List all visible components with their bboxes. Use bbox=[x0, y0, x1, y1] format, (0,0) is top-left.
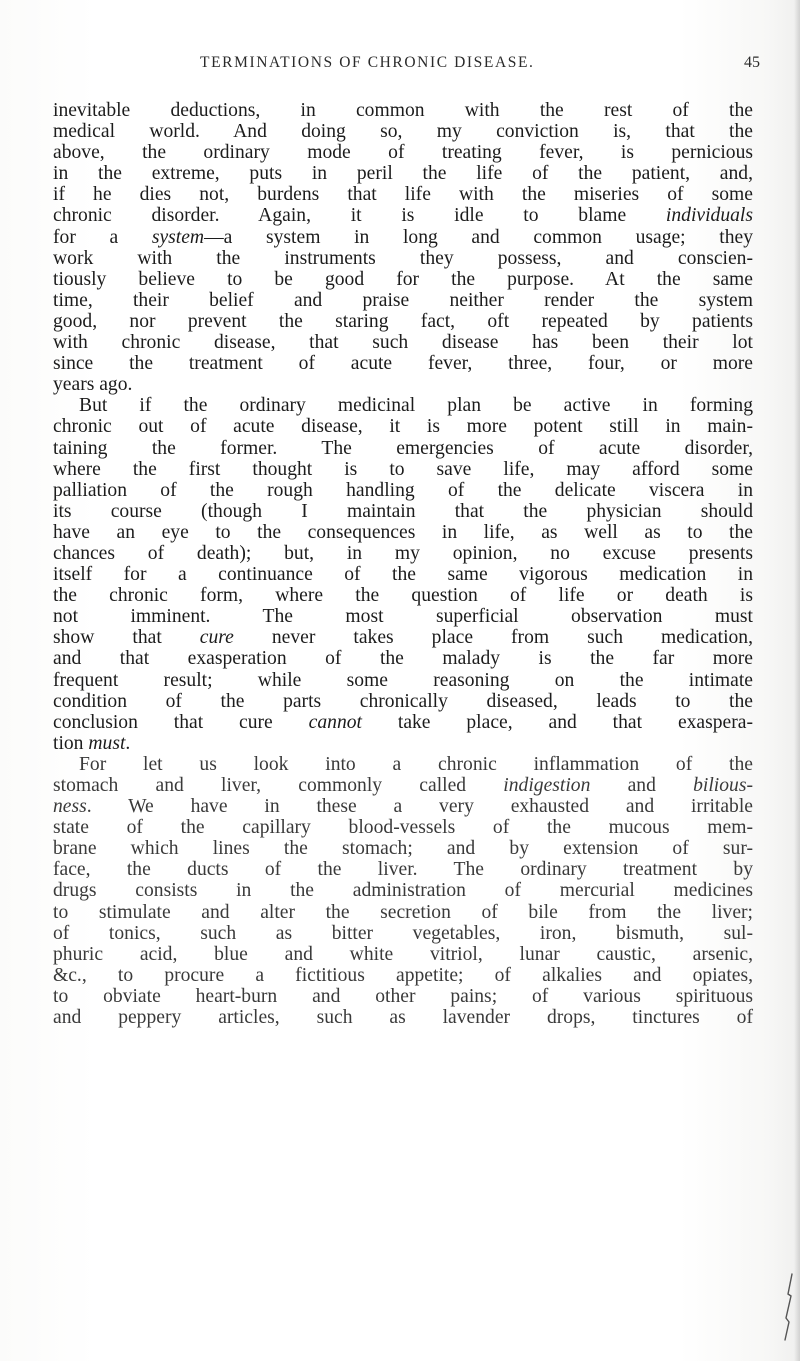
text-line: and that exasperation of the malady is the far more bbox=[53, 648, 753, 670]
italic-word: must bbox=[88, 732, 126, 754]
running-title: TERMINATIONS OF CHRONIC DISEASE. bbox=[200, 54, 535, 71]
text-line: taining the former. The emergencies of acute disorder, bbox=[53, 437, 753, 459]
text-line: in the extreme, puts in peril the life of the patient, and, bbox=[53, 163, 753, 185]
text-line: have an eye to the consequences in life, as well as to the bbox=[53, 521, 753, 543]
text-line: with chronic disease, that such disease has been their lot bbox=[53, 332, 753, 354]
text-line: conclusion that cure cannot take place, and that exaspera- bbox=[53, 711, 753, 733]
text-line: palliation of the rough handling of the delicate viscera in bbox=[53, 479, 753, 501]
italic-word: bilious- bbox=[693, 775, 753, 796]
body-text bbox=[53, 100, 753, 1028]
text-line: &c., to procure a fictitious appetite; of alkalies and opiates, bbox=[53, 964, 753, 986]
running-head bbox=[0, 50, 800, 80]
text-line: the chronic form, where the question of life or death is bbox=[53, 585, 753, 607]
text-line: drugs consists in the administration of mercurial medicines bbox=[53, 880, 753, 902]
text-line: time, their belief and praise neither render the system bbox=[53, 289, 753, 311]
text-line: stomach and liver, commonly called indigestion and bilious- bbox=[53, 775, 753, 796]
text-line: chances of death); but, in my opinion, no excuse presents bbox=[53, 542, 753, 564]
italic-word: ness bbox=[53, 796, 87, 818]
paragraph-start-line: For let us look into a chronic inflammation of the bbox=[79, 753, 753, 775]
paragraph-start-line: But if the ordinary medicinal plan be active in forming bbox=[79, 395, 753, 417]
text-line: itself for a continuance of the same vigorous medication in bbox=[53, 564, 753, 586]
italic-word: cure bbox=[199, 627, 234, 649]
text-line: show that cure never takes place from such medication, bbox=[53, 627, 754, 649]
text-line: chronic disorder. Again, it is idle to blame individuals bbox=[53, 205, 753, 227]
text-line: state of the capillary blood-vessels of the mucous mem- bbox=[53, 817, 753, 839]
italic-word: indigestion bbox=[503, 775, 591, 796]
text-line: to stimulate and alter the secretion of bile from the liver; bbox=[53, 901, 753, 923]
italic-word: cannot bbox=[308, 711, 362, 733]
text-line: face, the ducts of the liver. The ordinary treatment by bbox=[53, 859, 753, 881]
text-line: where the first thought is to save life, may afford some bbox=[53, 458, 753, 480]
text-line: since the treatment of acute fever, three, four, or more bbox=[53, 353, 753, 375]
text-line: condition of the parts chronically diseased, leads to the bbox=[53, 690, 753, 712]
text-line: chronic out of acute disease, it is more potent still in main- bbox=[53, 416, 753, 438]
text-line: ness. We have in these a very exhausted and irritable bbox=[53, 796, 753, 818]
text-line: to obviate heart-burn and other pains; of various spirituous bbox=[53, 985, 753, 1007]
text-line: work with the instruments they possess, and conscien- bbox=[53, 247, 753, 269]
text-line: brane which lines the stomach; and by extension of sur- bbox=[53, 838, 753, 860]
text-line: and peppery articles, such as lavender drops, tinctures of bbox=[53, 1007, 753, 1029]
text-line: tiously believe to be good for the purpose. At the same bbox=[53, 268, 753, 290]
text-line: not imminent. The most superficial observation must bbox=[53, 606, 753, 628]
text-line: for a system—a system in long and common usage; they bbox=[53, 226, 753, 248]
italic-word: individuals bbox=[665, 205, 753, 227]
text-line: good, nor prevent the staring fact, oft repeated by patients bbox=[53, 310, 753, 332]
text-line: tion must. bbox=[53, 732, 131, 754]
text-line: frequent result; while some reasoning on the intimate bbox=[53, 669, 753, 691]
margin-pencil-mark bbox=[782, 1272, 796, 1342]
text-line: of tonics, such as bitter vegetables, iron, bismuth, sul- bbox=[53, 922, 753, 944]
page-edge-shadow bbox=[794, 0, 800, 1361]
text-line: above, the ordinary mode of treating fever, is pernicious bbox=[53, 142, 753, 164]
text-line: years ago. bbox=[53, 374, 133, 396]
text-line: its course (though I maintain that the physician should bbox=[53, 500, 753, 522]
italic-word: system bbox=[151, 226, 205, 248]
text-line: if he dies not, burdens that life with the miseries of some bbox=[53, 184, 753, 206]
page-number: 45 bbox=[744, 54, 760, 71]
text-line: phuric acid, blue and white vitriol, lunar caustic, arsenic, bbox=[53, 943, 753, 965]
text-line: inevitable deductions, in common with the rest of the bbox=[53, 100, 753, 121]
text-line: medical world. And doing so, my conviction is, that the bbox=[53, 121, 753, 143]
